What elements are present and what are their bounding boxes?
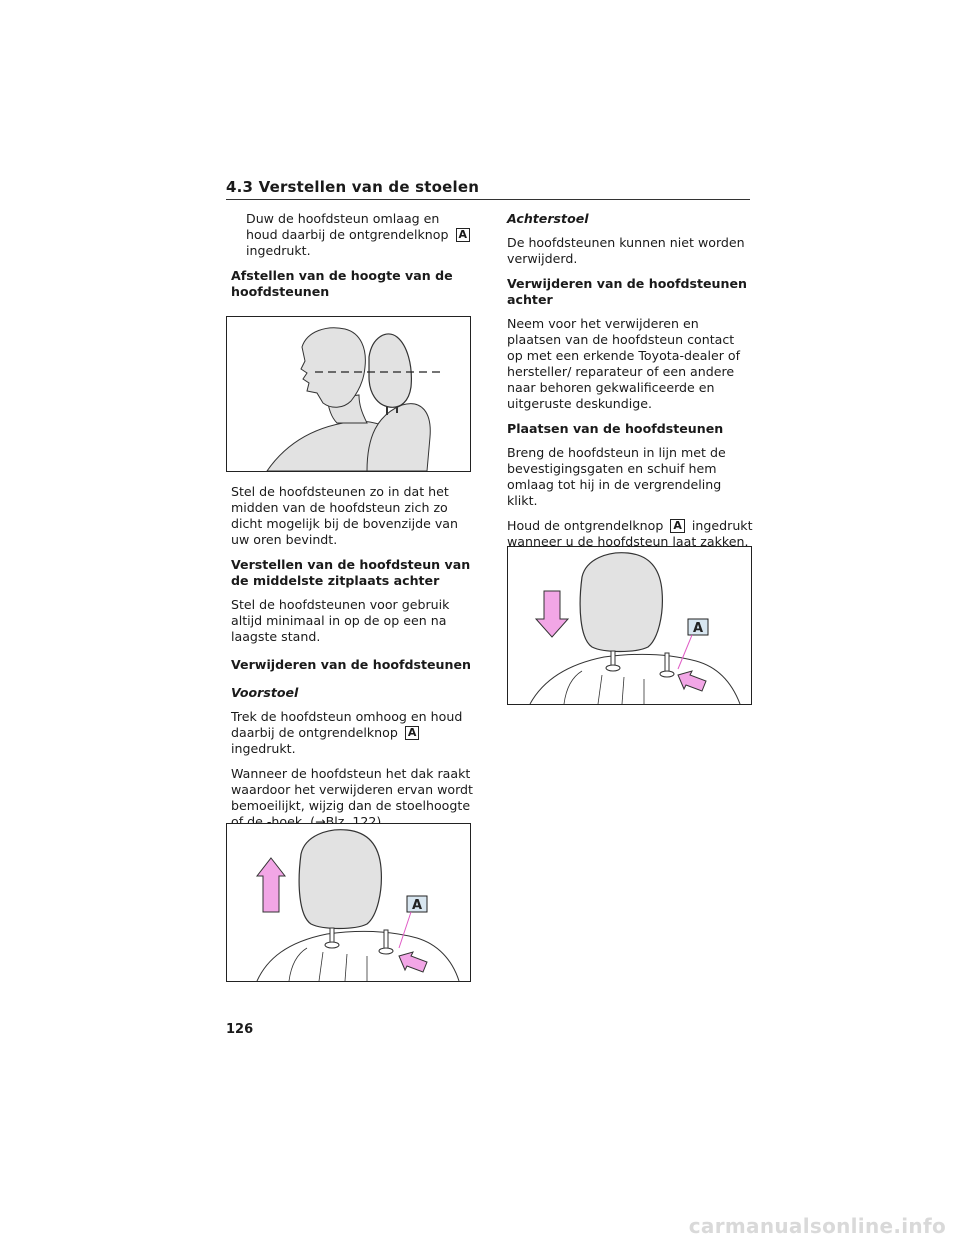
seat-seam (345, 954, 347, 981)
left-column-continued (231, 484, 473, 839)
seat-outline (257, 931, 459, 981)
release-key-badge: A (405, 726, 420, 740)
headrest-post (384, 930, 388, 950)
header-rule (226, 199, 750, 200)
paragraph-roof: Wanneer de hoofdsteun het dak raakt waardoor het verwijderen ervan wordt bemoeilijkt, wijzig dan de stoelhoogte of de -hoek. (→Blz. 122) (231, 766, 473, 829)
paragraph-hold-release: Houd de ontgrendelknop A ingedrukt wanneer u de hoofdsteun laat zakken. (507, 518, 753, 549)
seat-seam (622, 677, 624, 704)
post-collar (325, 942, 339, 948)
figure-head-position (226, 316, 471, 472)
heading-rear-seat: Achterstoel (507, 211, 589, 226)
figure-remove-headrest (226, 823, 471, 982)
callout-leader (678, 635, 692, 669)
paragraph-push-down: Duw de hoofdsteun omlaag en houd daarbij de ontgrendelknop A ingedrukt. (231, 211, 473, 259)
push-arrow-icon (678, 671, 706, 691)
callout-label: A (692, 621, 704, 636)
paragraph-pull-up: Trek de hoofdsteun omhoog en houd daarbij de ontgrendelknop A ingedrukt. (231, 709, 463, 756)
seat-outline (530, 654, 740, 704)
paragraph-remove-rear: Neem voor het verwijderen en plaatsen van de hoofdsteun contact op met een erkende Toyota-dealer of hersteller/ reparateur of een andere naar behoren gekwalificeerde en uitgeruste deskundige. (507, 316, 741, 411)
paragraph-rear: De hoofdsteunen kunnen niet worden verwijderd. (507, 235, 745, 266)
seatback-shape (367, 404, 430, 471)
headrest-shape (299, 830, 381, 929)
post-collar (660, 671, 674, 677)
heading-remove-rear: Verwijderen van de hoofdsteunen achter (507, 276, 747, 307)
left-column (231, 211, 473, 308)
arrow-down-icon (536, 591, 568, 637)
post-collar (379, 948, 393, 954)
page-number: 126 (226, 1022, 254, 1037)
push-arrow-icon (399, 952, 427, 972)
heading-remove: Verwijderen van de hoofdsteunen (231, 657, 471, 672)
figure-install-headrest (507, 546, 752, 705)
release-key-badge: A (456, 228, 471, 242)
seat-seam (289, 948, 307, 981)
heading-front-seat: Voorstoel (231, 685, 299, 700)
seat-seam (564, 671, 582, 704)
headrest-shape (580, 553, 662, 652)
right-column (507, 211, 753, 559)
paragraph-middle-seat: Stel de hoofdsteunen voor gebruik altijd minimaal in op de op een na laagste stand. (231, 597, 450, 644)
paragraph-install: Breng de hoofdsteun in lijn met de bevestigingsgaten en schuif hem omlaag tot hij in de vergrendeling klikt. (507, 445, 726, 508)
heading-adjust-height: Afstellen van de hoogte van de hoofdsteunen (231, 268, 453, 299)
heading-install: Plaatsen van de hoofdsteunen (507, 421, 724, 436)
seat-seam (319, 952, 323, 981)
heading-middle-seat: Verstellen van de hoofdsteun van de middelste zitplaats achter (231, 557, 471, 588)
post-collar (606, 665, 620, 671)
watermark: carmanualsonline.info (688, 1214, 946, 1238)
section-title: 4.3 Verstellen van de stoelen (226, 178, 480, 196)
paragraph-height: Stel de hoofdsteunen zo in dat het midden van de hoofdsteun zich zo dicht mogelijk bij de bovenzijde van uw oren bevindt. (231, 484, 458, 547)
seat-seam (598, 675, 602, 704)
callout-label: A (411, 898, 423, 913)
headrest-post (665, 653, 669, 673)
callout-leader (399, 912, 411, 948)
arrow-up-icon (257, 858, 285, 912)
headrest-shape (369, 334, 411, 407)
release-key-badge: A (670, 519, 685, 533)
